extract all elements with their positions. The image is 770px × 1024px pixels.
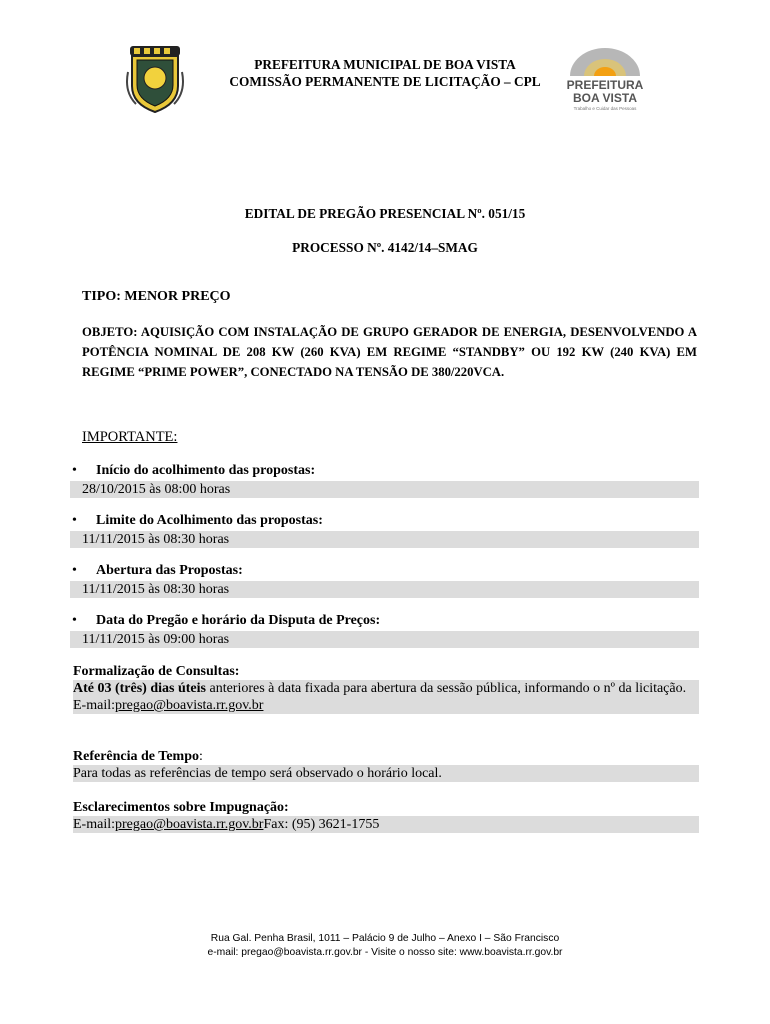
footer-address: Rua Gal. Penha Brasil, 1011 – Palácio 9 de Julho – Anexo I – São Francisco xyxy=(210,933,560,944)
importante-heading: IMPORTANTE: xyxy=(82,429,178,445)
schedule-item-label: Limite do Acolhimento das propostas: xyxy=(96,513,323,528)
schedule-item-title xyxy=(70,463,699,481)
formalizacao-text: anteriores à data fixada para abertura da sessão pública, informando o nº da licitação. xyxy=(205,681,687,696)
schedule-item-label: Início do acolhimento das propostas: xyxy=(96,463,316,478)
esclarecimentos-box xyxy=(73,816,699,833)
esclarecimentos-heading: Esclarecimentos sobre Impugnação: xyxy=(73,800,289,815)
schedule-item-title xyxy=(70,563,699,581)
edital-title: EDITAL DE PREGÃO PRESENCIAL Nº. 051/15 xyxy=(244,206,526,221)
logo-text-line-1: PREFEITURA xyxy=(566,78,644,92)
bullet-icon: • xyxy=(72,513,77,528)
formalizacao-box xyxy=(73,680,699,714)
bullet-icon: • xyxy=(72,563,77,578)
header-line-1: PREFEITURA MUNICIPAL DE BOA VISTA xyxy=(254,57,516,72)
header-title xyxy=(0,56,770,90)
tipo-heading: TIPO: MENOR PREÇO xyxy=(82,289,231,304)
referencia-colon: : xyxy=(198,749,203,764)
schedule-item-value: 11/11/2015 às 08:30 horas xyxy=(70,531,699,548)
formalizacao-deadline: Até 03 (três) dias úteis xyxy=(73,681,206,696)
referencia-heading: Referência de Tempo xyxy=(73,749,199,764)
email-label: E-mail: xyxy=(73,817,115,832)
schedule-item-title xyxy=(70,513,699,531)
logo-text-line-2: BOA VISTA xyxy=(572,91,638,105)
email-link[interactable]: pregao@boavista.rr.gov.br xyxy=(115,817,264,832)
schedule-item-value: 11/11/2015 às 09:00 horas xyxy=(70,631,699,648)
schedule-item-value: 11/11/2015 às 08:30 horas xyxy=(70,581,699,598)
schedule-item xyxy=(70,613,699,648)
processo-number: PROCESSO Nº. 4142/14–SMAG xyxy=(292,240,478,255)
footer-contact: e-mail: pregao@boavista.rr.gov.br - Visite o nosso site: www.boavista.rr.gov.br xyxy=(207,947,563,958)
header-line-2: COMISSÃO PERMANENTE DE LICITAÇÃO – CPL xyxy=(229,74,541,89)
schedule-item-value: 28/10/2015 às 08:00 horas xyxy=(70,481,699,498)
bullet-icon: • xyxy=(72,463,77,478)
schedule-item-label: Abertura das Propostas: xyxy=(96,563,243,578)
logo-tagline: Trabalho e Cuidar das Pessoas xyxy=(573,106,637,111)
prefeitura-boa-vista-logo xyxy=(564,44,646,120)
esclarecimentos-section xyxy=(73,799,699,833)
referencia-text: Para todas as referências de tempo será observado o horário local. xyxy=(73,765,699,782)
schedule-item-label: Data do Pregão e horário da Disputa de Preços: xyxy=(96,613,381,628)
bullet-icon: • xyxy=(72,613,77,628)
document-header xyxy=(0,40,770,120)
objeto-paragraph: OBJETO: AQUISIÇÃO COM INSTALAÇÃO DE GRUPO GERADOR DE ENERGIA, DESENVOLVENDO A POTÊNCIA NOMINAL DE 208 KW (260 KVA) EM REGIME “STANDBY” OU 192 KW (240 KVA) EM REGIME “PRIME POWER”, CONECTADO NA TENSÃO DE 380/220VCA. xyxy=(82,325,697,379)
email-link[interactable]: pregao@boavista.rr.gov.br xyxy=(115,698,264,713)
schedule-item xyxy=(70,463,699,498)
schedule-item-title xyxy=(70,613,699,631)
schedule-item xyxy=(70,563,699,598)
referencia-section xyxy=(73,748,699,782)
referencia-heading-row xyxy=(73,748,699,765)
fax-number: Fax: (95) 3621-1755 xyxy=(263,817,380,832)
formalizacao-section xyxy=(73,663,699,714)
schedule-item xyxy=(70,513,699,548)
formalizacao-heading: Formalização de Consultas: xyxy=(73,664,240,679)
document-footer xyxy=(0,932,770,960)
email-label: E-mail: xyxy=(73,698,115,713)
